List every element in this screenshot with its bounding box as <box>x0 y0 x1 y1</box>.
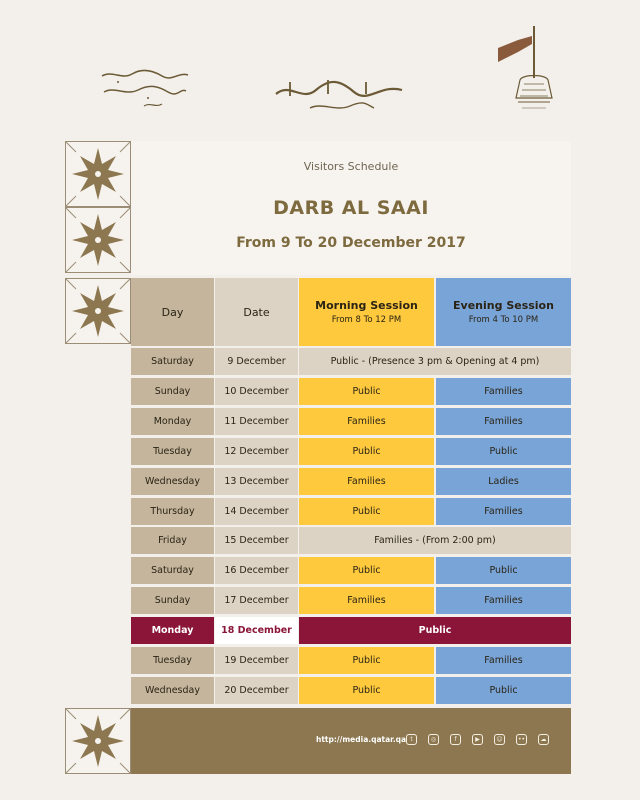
row-date: 20 December <box>215 677 298 704</box>
row-day: Saturday <box>131 557 214 584</box>
row-date: 19 December <box>215 647 298 674</box>
row-merged-session: Public - (Presence 3 pm & Opening at 4 pm) <box>299 348 571 375</box>
row-date: 17 December <box>215 587 298 614</box>
row-day: Saturday <box>131 348 214 375</box>
header-morning <box>299 278 434 346</box>
header-day: Day <box>131 278 214 346</box>
row-date: 11 December <box>215 408 298 435</box>
row-date: 16 December <box>215 557 298 584</box>
row-evening-session: Families <box>436 647 571 674</box>
row-morning-session: Public <box>299 438 434 465</box>
row-morning-session: Public <box>299 498 434 525</box>
twitter-icon[interactable]: t <box>406 734 417 745</box>
row-merged-session: Public <box>299 617 571 644</box>
row-day: Thursday <box>131 498 214 525</box>
row-day: Friday <box>131 527 214 554</box>
header-evening-label: Evening Session <box>453 299 554 312</box>
row-date: 14 December <box>215 498 298 525</box>
pattern-tile <box>65 141 131 207</box>
row-day: Tuesday <box>131 438 214 465</box>
header-morning-label: Morning Session <box>315 299 418 312</box>
row-evening-session: Ladies <box>436 468 571 495</box>
header-morning-hours: From 8 To 12 PM <box>331 315 402 325</box>
row-day: Monday <box>131 617 214 644</box>
row-evening-session: Families <box>436 378 571 405</box>
row-evening-session: Public <box>436 677 571 704</box>
header-date: Date <box>215 278 298 346</box>
facebook-icon[interactable]: f <box>450 734 461 745</box>
header-evening-hours: From 4 To 10 PM <box>468 315 539 325</box>
cloud-icon[interactable]: ☁ <box>538 734 549 745</box>
national-day-emblem <box>494 22 556 118</box>
calligraphy-quote <box>98 66 190 114</box>
row-day: Monday <box>131 408 214 435</box>
flickr-icon[interactable]: •• <box>517 736 526 743</box>
calligraphy-slogan <box>270 76 410 116</box>
poster-title: DARB AL SAAI <box>273 197 429 219</box>
footer-url[interactable]: http://media.qatar.qa <box>316 735 407 744</box>
row-evening-session: Public <box>436 438 571 465</box>
row-morning-session: Public <box>299 647 434 674</box>
youtube-icon[interactable]: ▶ <box>472 734 483 745</box>
row-morning-session: Families <box>299 468 434 495</box>
row-morning-session: Families <box>299 408 434 435</box>
row-morning-session: Public <box>299 677 434 704</box>
row-date: 15 December <box>215 527 298 554</box>
row-evening-session: Families <box>436 587 571 614</box>
row-date: 10 December <box>215 378 298 405</box>
row-date: 12 December <box>215 438 298 465</box>
pattern-tile <box>65 278 131 344</box>
row-day: Tuesday <box>131 647 214 674</box>
row-date: 18 December <box>215 617 298 644</box>
row-morning-session: Public <box>299 557 434 584</box>
row-evening-session: Public <box>436 557 571 584</box>
poster-subtitle: From 9 To 20 December 2017 <box>236 235 466 251</box>
pattern-tile <box>65 207 131 273</box>
row-merged-session: Families - (From 2:00 pm) <box>299 527 571 554</box>
pattern-tile <box>65 708 131 774</box>
row-day: Wednesday <box>131 677 214 704</box>
row-evening-session: Families <box>436 498 571 525</box>
row-date: 9 December <box>215 348 298 375</box>
row-evening-session: Families <box>436 408 571 435</box>
row-day: Sunday <box>131 587 214 614</box>
row-date: 13 December <box>215 468 298 495</box>
poster-kicker: Visitors Schedule <box>303 160 399 173</box>
row-morning-session: Public <box>299 378 434 405</box>
row-morning-session: Families <box>299 587 434 614</box>
instagram-icon[interactable]: ◎ <box>428 734 439 745</box>
header-evening <box>436 278 571 346</box>
snapchat-icon[interactable]: ☺ <box>494 734 505 745</box>
row-day: Wednesday <box>131 468 214 495</box>
row-day: Sunday <box>131 378 214 405</box>
